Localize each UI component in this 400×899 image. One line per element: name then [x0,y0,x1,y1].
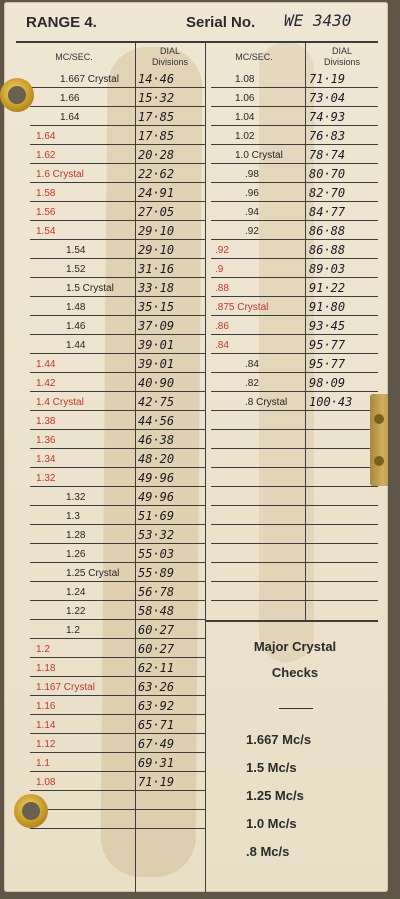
frequency-cell: 1.08 [36,777,56,788]
table-row [205,429,378,448]
table-row [4,106,204,125]
frequency-cell: 1.44 [66,340,86,351]
dial-divisions-cell: 29·10 [138,243,175,257]
table-row [4,315,204,334]
panel-title-line1: Major Crystal [253,639,337,654]
table-row [4,68,204,87]
dial-divisions-cell: 71·19 [138,775,175,789]
dial-divisions-cell: 53·32 [138,528,175,542]
table-row [4,182,204,201]
frequency-cell: 1.26 [66,549,86,560]
table-row [205,562,378,581]
frequency-cell: 1.38 [36,416,56,427]
table-row [205,258,378,277]
left-freq-header: MC/SEC. [55,52,93,62]
table-row [205,315,378,334]
dial-divisions-cell: 100·43 [309,395,353,409]
table-row [4,695,204,714]
table-row [4,163,204,182]
dial-divisions-cell: 73·04 [309,91,346,105]
table-row [205,125,378,144]
table-row [4,524,204,543]
dial-divisions-cell: 95·77 [309,338,346,352]
frequency-cell: .92 [245,226,259,237]
dial-divisions-cell: 63·92 [138,699,175,713]
frequency-cell: .84 [245,359,259,370]
dial-divisions-cell: 67·49 [138,737,175,751]
dial-divisions-cell: 37·09 [138,319,175,333]
brass-grommet-bottom [14,794,48,828]
table-row [205,334,378,353]
brass-grommet-top [0,78,34,112]
table-row [4,144,204,163]
table-row [4,505,204,524]
row-rule [211,600,378,601]
serial-label: Serial No. [186,14,256,31]
dial-divisions-cell: 84·77 [309,205,346,219]
dial-divisions-cell: 44·56 [138,414,175,428]
table-row [4,353,204,372]
table-row [205,353,378,372]
table-row [4,619,204,638]
dial-divisions-cell: 15·32 [138,91,175,105]
frequency-cell: .9 [215,264,224,275]
dial-divisions-cell: 76·83 [309,129,346,143]
range-title: RANGE 4. [26,14,97,31]
frequency-cell: 1.66 [60,93,80,104]
frequency-cell: 1.52 [66,264,86,275]
dial-divisions-cell: 58·48 [138,604,175,618]
dial-divisions-cell: 82·70 [309,186,346,200]
table-row [205,201,378,220]
frequency-cell: 1.34 [36,454,56,465]
dial-divisions-cell: 39·01 [138,338,175,352]
header-rule [16,41,378,43]
frequency-cell: 1.44 [36,359,56,370]
frequency-cell: 1.1 [36,758,50,769]
frequency-cell: 1.18 [36,663,56,674]
table-row [4,296,204,315]
table-row [4,676,204,695]
frequency-cell: 1.62 [36,150,56,161]
dial-divisions-cell: 65·71 [138,718,175,732]
frequency-cell: .94 [245,207,259,218]
frequency-cell: 1.4 Crystal [36,397,84,408]
table-row [205,239,378,258]
table-row [205,467,378,486]
table-row [4,448,204,467]
dial-divisions-cell: 60·27 [138,642,175,656]
frequency-cell: 1.36 [36,435,56,446]
dial-divisions-cell: 49·96 [138,490,175,504]
frequency-cell: 1.2 [66,625,80,636]
frequency-cell: 1.3 [66,511,80,522]
frequency-cell: 1.54 [66,245,86,256]
table-row [4,277,204,296]
table-row [4,220,204,239]
table-row [205,182,378,201]
dial-divisions-cell: 78·74 [309,148,346,162]
dial-divisions-cell: 35·15 [138,300,175,314]
frequency-cell: 1.04 [235,112,255,123]
frequency-cell: 1.16 [36,701,56,712]
dial-divisions-cell: 14·46 [138,72,175,86]
frequency-cell: 1.48 [66,302,86,313]
frequency-cell: .98 [245,169,259,180]
dial-divisions-cell: 31·16 [138,262,175,276]
frequency-cell: 1.12 [36,739,56,750]
dial-divisions-cell: 91·22 [309,281,346,295]
dial-divisions-cell: 62·11 [138,661,175,675]
table-row [4,429,204,448]
table-row [205,220,378,239]
dial-divisions-cell: 89·03 [309,262,346,276]
frequency-cell: 1.54 [36,226,56,237]
frequency-cell: 1.0 Crystal [235,150,283,161]
table-row [205,277,378,296]
table-row [205,163,378,182]
serial-number: WE 3430 [284,11,352,30]
table-row [205,581,378,600]
frequency-cell: 1.06 [235,93,255,104]
table-row [4,486,204,505]
table-row [205,68,378,87]
frequency-cell: .82 [245,378,259,389]
table-row [205,448,378,467]
table-row [205,87,378,106]
table-row [4,657,204,676]
card-header [26,10,376,36]
table-row [4,239,204,258]
frequency-cell: 1.32 [36,473,56,484]
frequency-cell: .8 Crystal [245,397,288,408]
dial-divisions-cell: 24·91 [138,186,175,200]
dial-divisions-cell: 74·93 [309,110,346,124]
dial-divisions-cell: 39·01 [138,357,175,371]
dial-divisions-cell: 60·27 [138,623,175,637]
frequency-cell: 1.24 [66,587,86,598]
table-row [4,125,204,144]
check-item: 1.667 Mc/s [246,732,312,747]
dial-divisions-cell: 40·90 [138,376,175,390]
dial-divisions-cell: 63·26 [138,680,175,694]
check-item: 1.0 Mc/s [246,816,297,831]
table-row [4,600,204,619]
dial-divisions-cell: 98·09 [309,376,346,390]
table-row [4,733,204,752]
frequency-cell: 1.32 [66,492,86,503]
frequency-cell: 1.64 [36,131,56,142]
left-dial-header: DIAL Divisions [151,46,188,67]
table-row [4,467,204,486]
panel-divider [279,708,313,709]
dial-divisions-cell: 29·10 [138,224,175,238]
dial-divisions-cell: 48·20 [138,452,175,466]
dial-divisions-cell: 20·28 [138,148,175,162]
frequency-cell: 1.6 Crystal [36,169,84,180]
frequency-cell: 1.42 [36,378,56,389]
dial-divisions-cell: 95·77 [309,357,346,371]
frequency-cell: .88 [215,283,229,294]
dial-divisions-cell: 33·18 [138,281,175,295]
dial-divisions-cell: 55·03 [138,547,175,561]
table-row [4,334,204,353]
table-row [205,505,378,524]
dial-divisions-cell: 69·31 [138,756,175,770]
table-row [4,543,204,562]
frequency-cell: 1.167 Crystal [36,682,95,693]
table-row [205,106,378,125]
dial-divisions-cell: 80·70 [309,167,346,181]
check-item: .8 Mc/s [246,844,290,859]
right-dial-header: DIAL Divisions [323,46,360,67]
frequency-cell: 1.58 [36,188,56,199]
frequency-cell: .92 [215,245,229,256]
table-row [205,391,378,410]
frequency-cell: 1.14 [36,720,56,731]
frequency-cell: .875 Crystal [215,302,269,313]
frequency-cell: 1.667 Crystal [60,74,119,85]
dial-divisions-cell: 42·75 [138,395,175,409]
dial-divisions-cell: 71·19 [309,72,346,86]
table-row [4,562,204,581]
metal-clip [370,394,388,486]
frequency-cell: .84 [215,340,229,351]
table-row [205,543,378,562]
dial-divisions-cell: 86·88 [309,224,346,238]
frequency-cell: 1.22 [66,606,86,617]
frequency-cell: 1.08 [235,74,255,85]
table-row [4,771,204,790]
frequency-cell: .96 [245,188,259,199]
frequency-cell: 1.5 Crystal [66,283,114,294]
dial-divisions-cell: 27·05 [138,205,175,219]
dial-divisions-cell: 56·78 [138,585,175,599]
table-row [4,638,204,657]
right-freq-header: MC/SEC. [235,52,273,62]
table-row [205,524,378,543]
table-row [4,87,204,106]
dial-divisions-cell: 17·85 [138,110,175,124]
table-row [4,714,204,733]
row-rule [30,828,205,829]
dial-divisions-cell: 93·45 [309,319,346,333]
frequency-cell: 1.28 [66,530,86,541]
panel-top-rule [205,620,378,622]
check-item: 1.5 Mc/s [246,760,297,775]
frequency-cell: .86 [215,321,229,332]
dial-divisions-cell: 86·88 [309,243,346,257]
check-item: 1.25 Mc/s [246,788,304,803]
table-row [205,296,378,315]
dial-divisions-cell: 17·85 [138,129,175,143]
frequency-cell: 1.02 [235,131,255,142]
dial-divisions-cell: 51·69 [138,509,175,523]
table-row [4,372,204,391]
table-row [4,752,204,771]
frequency-cell: 1.46 [66,321,86,332]
frequency-cell: 1.2 [36,644,50,655]
table-row [205,410,378,429]
table-row [4,258,204,277]
table-row [205,144,378,163]
table-row [205,486,378,505]
calibration-card [4,2,388,892]
frequency-cell: 1.25 Crystal [66,568,120,579]
frequency-cell: 1.64 [60,112,80,123]
table-row [4,410,204,429]
panel-title-line2: Checks [271,665,319,680]
table-row [205,372,378,391]
table-row [4,581,204,600]
dial-divisions-cell: 49·96 [138,471,175,485]
table-row [4,201,204,220]
dial-divisions-cell: 91·80 [309,300,346,314]
dial-divisions-cell: 22·62 [138,167,175,181]
frequency-cell: 1.56 [36,207,56,218]
dial-divisions-cell: 46·38 [138,433,175,447]
table-row [4,391,204,410]
dial-divisions-cell: 55·89 [138,566,175,580]
